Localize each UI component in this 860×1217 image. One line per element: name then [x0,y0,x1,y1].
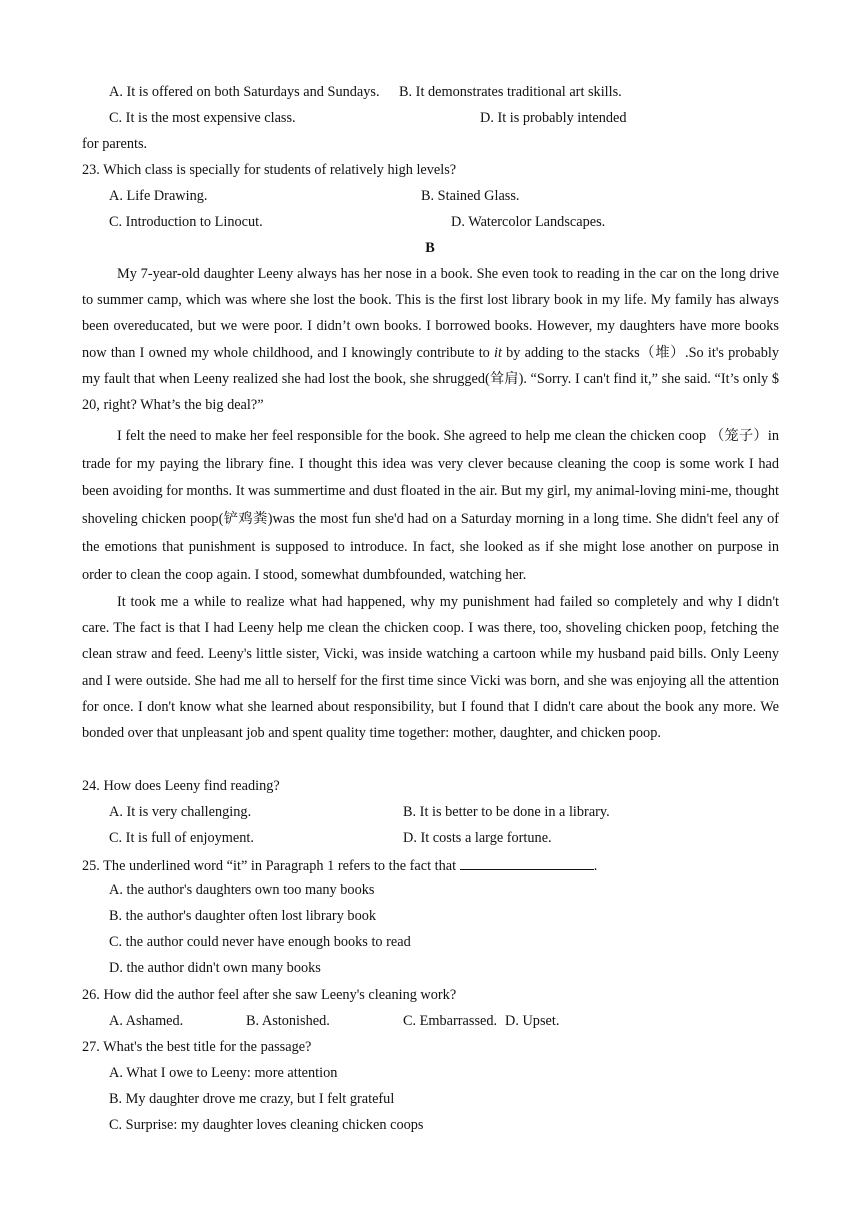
q25-stem-end: . [593,858,598,874]
q26-option-d: D. Upset. [505,1013,560,1029]
q22-option-c: C. It is the most expensive class. [109,110,296,126]
q22-option-d-continued: for parents. [82,136,148,152]
paragraph-1-text-end: by adding to the stacks（堆）.So it's probably my fault that when Leeny realized she had lost the book, she shrugged(耸肩). “Sorry. I can't find it,” she said. “It’s only $ 20, right? What’s the big deal?” [82,344,779,414]
q24-option-c: C. It is full of enjoyment. [109,830,254,846]
q24-option-d: D. It costs a large fortune. [403,830,552,846]
q22-option-b: B. It demonstrates traditional art skills. [399,84,622,100]
q26-option-b: B. Astonished. [246,1013,330,1029]
q27-option-c: C. Surprise: my daughter loves cleaning chicken coops [109,1117,424,1133]
q23-option-b: B. Stained Glass. [421,188,520,204]
paragraph-1-text-start: My 7-year-old daughter Leeny always has her nose in a book. She even took to reading in the car on the long drive to summer camp, which was where she lost the book. This is the first lost library book in my life. My family has always been overeducated, but we were poor. I didn’t own books. I borrowed books. However, my daughters have more books now than I owned my whole childhood, and I knowingly contribute to [82,266,779,361]
passage-paragraph-3: It took me a while to realize what had happened, why my punishment had failed so completely and why I didn't care. The fact is that I had Leeny help me clean the chicken coop. I was there, too, shoveling chicken poop, fetching the clean straw and feed. Leeny's little sister, Vicki, was inside watching a cartoon while my husband paid bills. Only Leeny and I were outside. She had me all to herself for the first time since Vicki was born, and she was enjoying all the attention for once. I don't know what she learned about responsibility, but I found that I didn't care about the book any more. We bonded over that unpleasant job and spent quality time together: mother, daughter, and chicken poop. [82,594,779,742]
q23-stem: 23. Which class is specially for students of relatively high levels? [82,162,457,178]
q22-option-d: D. It is probably intended [480,110,627,126]
q27-option-a: A. What I owe to Leeny: more attention [109,1065,338,1081]
q25-option-b: B. the author's daughter often lost library book [109,908,377,924]
q24-option-a: A. It is very challenging. [109,804,252,820]
passage-paragraph-1 [82,261,779,418]
q26-option-a: A. Ashamed. [109,1013,184,1029]
q26-stem: 26. How did the author feel after she saw Leeny's cleaning work? [82,987,457,1003]
q23-option-c: C. Introduction to Linocut. [109,214,263,230]
q24-option-b: B. It is better to be done in a library. [403,804,610,820]
underlined-word-it: it [494,344,502,361]
passage-paragraph-2: I felt the need to make her feel responsible for the book. She agreed to help me clean the chicken coop （笼子）in trade for my paying the library fine. I thought this idea was very clever because cleaning the coop is some work I had been avoiding for months. It was summertime and dust floated in the air. But my girl, my animal-loving mini-me, thought shoveling chicken poop(铲鸡粪)was the most fun she'd had on a Saturday morning in a long time. She didn't feel any of the emotions that punishment is supposed to introduce. In fact, she looked as if she might lose another on purpose in order to clean the coop again. I stood, somewhat dumbfounded, watching her. [82,428,779,583]
q25-option-c: C. the author could never have enough books to read [109,934,411,950]
q26-option-c: C. Embarrassed. [403,1013,498,1029]
answer-blank [460,857,594,870]
q25-option-d: D. the author didn't own many books [109,960,321,976]
q24-stem: 24. How does Leeny find reading? [82,778,280,794]
section-heading: B [425,240,435,256]
q25-stem [82,857,597,873]
q25-stem-text: 25. The underlined word “it” in Paragraph 1 refers to the fact that [82,858,457,874]
q23-option-a: A. Life Drawing. [109,188,208,204]
q23-option-d: D. Watercolor Landscapes. [451,214,606,230]
q22-option-a: A. It is offered on both Saturdays and Sundays. [109,84,380,100]
q27-stem: 27. What's the best title for the passage? [82,1039,312,1055]
q27-option-b: B. My daughter drove me crazy, but I felt grateful [109,1091,395,1107]
q25-option-a: A. the author's daughters own too many books [109,882,375,898]
